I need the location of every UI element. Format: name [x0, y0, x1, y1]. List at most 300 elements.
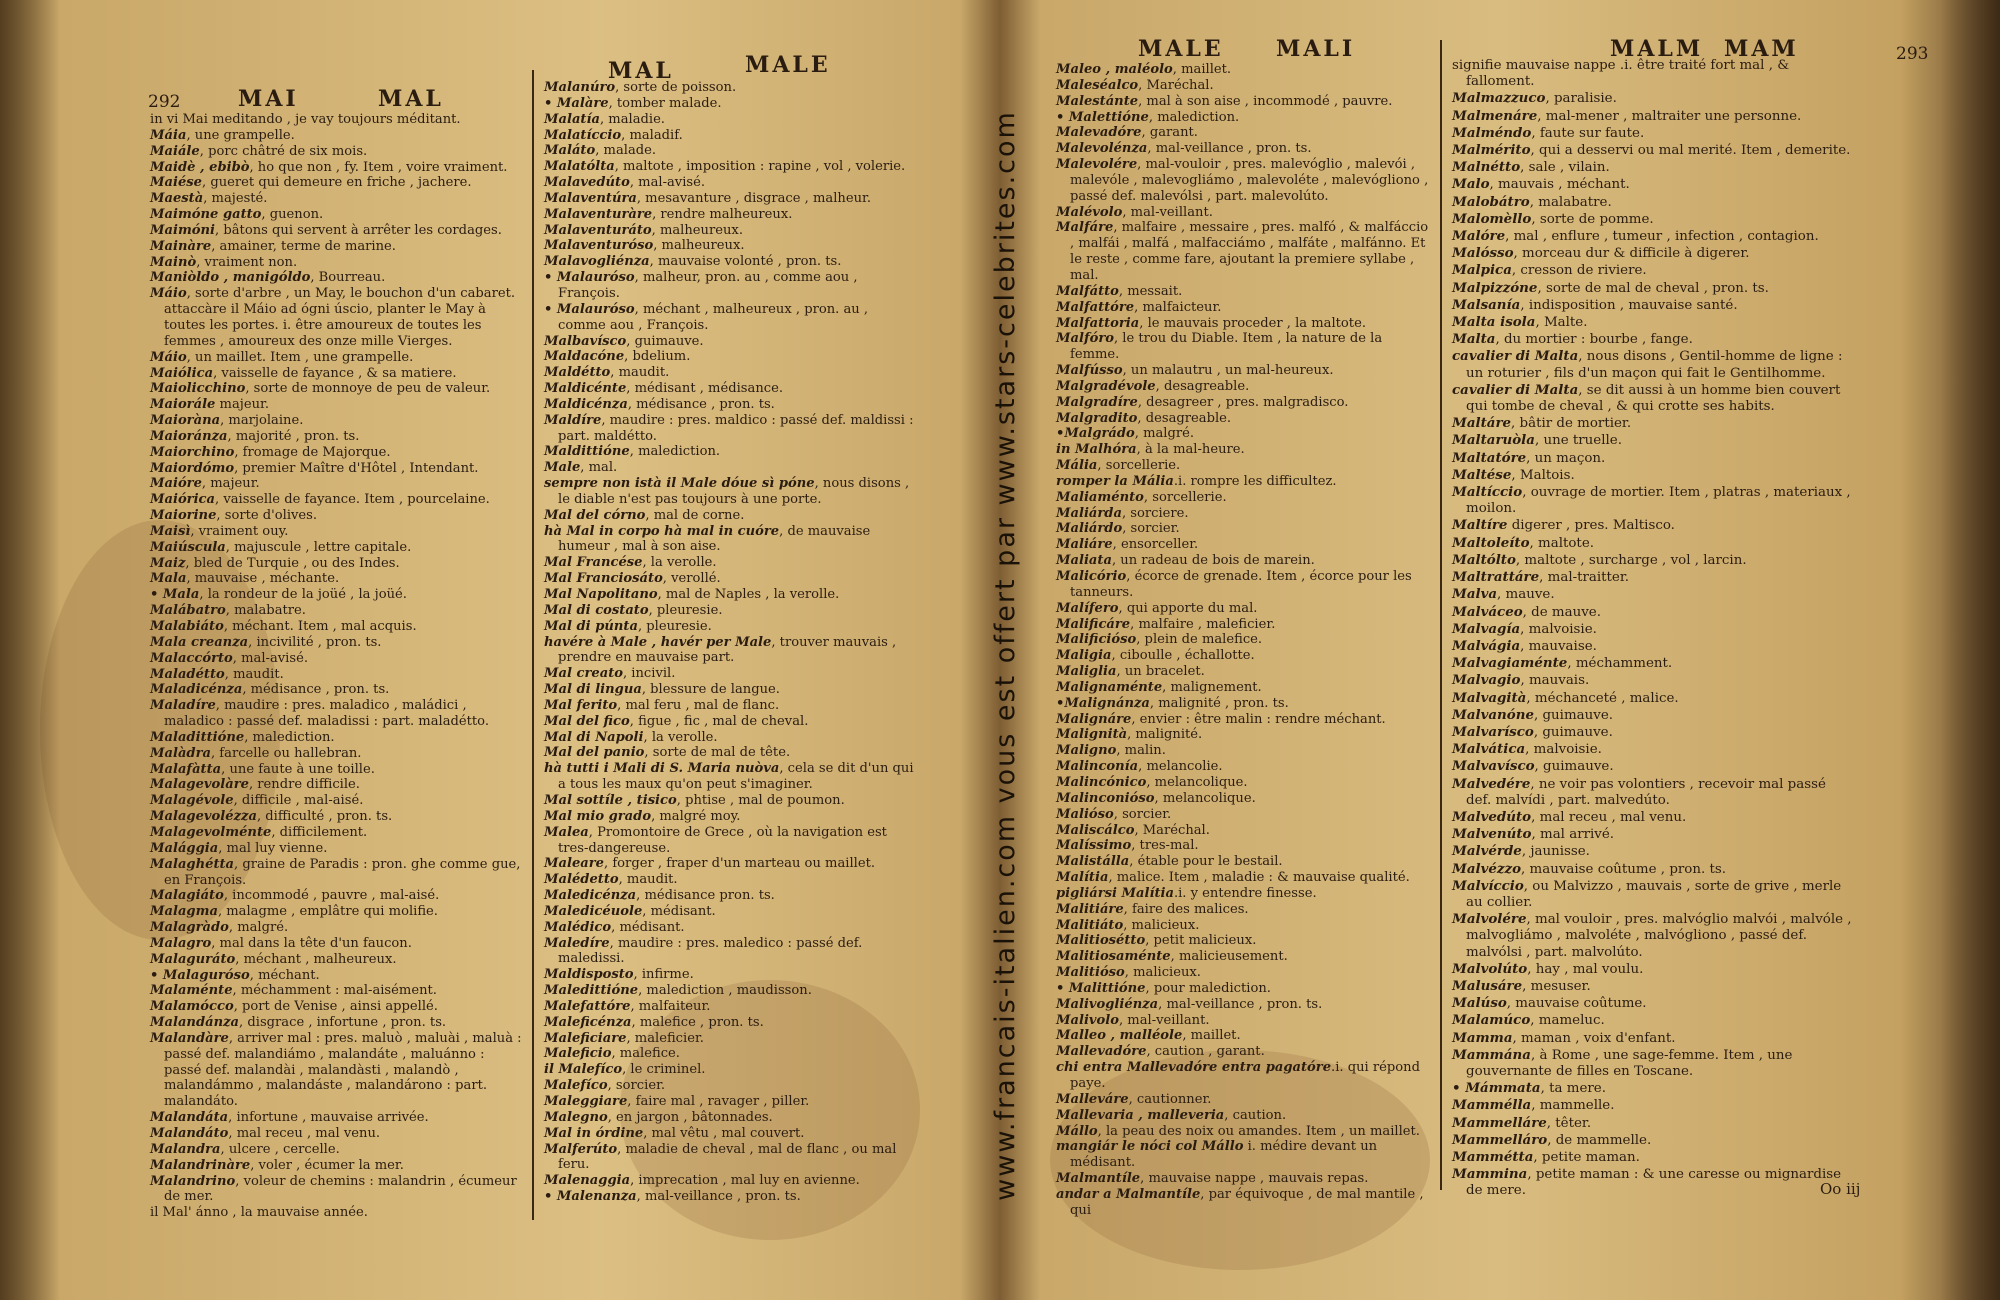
- headword: Maledíre: [544, 935, 610, 951]
- headword: Malleo , malléole: [1056, 1028, 1183, 1044]
- definition: , le trou du Diable. Item , la nature de la femme.: [1070, 331, 1383, 363]
- dictionary-entry: [1056, 870, 1432, 886]
- definition: , majorité , pron. ts.: [227, 428, 360, 444]
- headword: Malevolénza: [1056, 141, 1148, 157]
- headword: Maiordómo: [150, 460, 235, 476]
- headword: Malmérito: [1452, 142, 1531, 159]
- dictionary-entry: [544, 1189, 916, 1205]
- definition: , méchant.: [249, 967, 320, 983]
- definition: , hay , mal voulu.: [1527, 961, 1644, 977]
- definition: , la rondeur de la joüé , la joüé.: [199, 587, 407, 603]
- headword: pigliársi Malítia: [1056, 885, 1174, 901]
- dictionary-entry: [150, 540, 522, 556]
- definition: , difficulté , pron. ts.: [256, 809, 393, 825]
- headword: Malpica: [1452, 262, 1512, 279]
- dictionary-entry: [544, 587, 916, 603]
- headword: Maiése: [150, 175, 202, 191]
- dictionary-entry: [1056, 918, 1432, 934]
- dictionary-entry: [1056, 1187, 1432, 1219]
- headword: Malváceo: [1452, 603, 1523, 620]
- dictionary-entry: [544, 80, 916, 96]
- definition: , petite maman : & une caresse ou mignardise de mere.: [1466, 1167, 1842, 1199]
- definition: , sorte de poisson.: [615, 80, 737, 95]
- dictionary-entry: [150, 999, 522, 1015]
- definition: , rendre malheureux.: [652, 206, 793, 222]
- definition: , bled de Turquie , ou des Indes.: [185, 555, 400, 571]
- headword: Malomèllo: [1452, 210, 1532, 227]
- definition: , sorcellerie.: [1097, 458, 1181, 474]
- definition: , malheureux.: [653, 238, 745, 254]
- dictionary-entry: [544, 793, 916, 809]
- headword: Malandánza: [150, 1015, 240, 1031]
- definition: , malabatre.: [225, 603, 306, 619]
- headword: Malévolo: [1056, 204, 1123, 220]
- headword: Maliata: [1056, 553, 1112, 569]
- definition: , maltote , surcharge , vol , larcin.: [1515, 552, 1747, 568]
- dictionary-entry: [1056, 1139, 1432, 1171]
- definition: , maudit.: [618, 872, 678, 888]
- headword: Malósso: [1452, 245, 1514, 262]
- definition: , malagme , emplâtre qui molifie.: [217, 904, 438, 920]
- running-header-left: MALE: [1138, 36, 1224, 62]
- headword: Maltése: [1452, 466, 1512, 483]
- headword: Maisì: [150, 523, 191, 539]
- dictionary-entry: [544, 302, 916, 334]
- dictionary-entry: [150, 1205, 522, 1221]
- headword: • Malettióne: [1056, 109, 1149, 125]
- definition: , incivil.: [622, 666, 676, 682]
- dictionary-entry: [1452, 280, 1852, 297]
- headword: Malevadóre: [1056, 125, 1142, 141]
- dictionary-entry: [1452, 776, 1852, 809]
- headword: Malobátro: [1452, 193, 1530, 210]
- definition: , caution.: [1224, 1107, 1287, 1123]
- headword: Mal Franciosáto: [544, 571, 663, 587]
- definition: , la verolle.: [642, 555, 717, 571]
- definition: , mal de corne.: [645, 507, 745, 523]
- headword: Mammina: [1452, 1166, 1528, 1183]
- headword: Maidè , ebibò: [150, 159, 250, 175]
- dictionary-entry: [544, 238, 916, 254]
- definition: , le mauvais proceder , la maltote.: [1139, 315, 1366, 331]
- headword: Malatólta: [544, 159, 615, 175]
- dictionary-entry: [1452, 262, 1852, 279]
- headword: Malagiáto: [150, 888, 224, 904]
- headword: Malabiáto: [150, 619, 224, 634]
- definition: , sorte de pomme.: [1531, 211, 1654, 227]
- headword: Maleo , maléolo: [1056, 62, 1173, 77]
- headword: Malificáre: [1056, 616, 1131, 632]
- definition: , malicieusement.: [1170, 949, 1288, 965]
- definition: , un malautru , un mal-heureux.: [1122, 363, 1334, 379]
- definition: , difficile , mal-aisé.: [233, 793, 364, 809]
- headword: Maiolicchino: [150, 381, 246, 397]
- headword: Malignáre: [1056, 711, 1132, 727]
- headword: Mal mio grado: [544, 808, 652, 824]
- headword: Malandrino: [150, 1173, 236, 1189]
- definition: , mal vêtu , mal couvert.: [643, 1125, 805, 1141]
- definition: , mal , enflure , tumeur , infection , contagion.: [1505, 229, 1819, 245]
- definition: , melancolie.: [1138, 759, 1223, 775]
- headword: Maltíre: [1452, 517, 1508, 534]
- definition: , Bourreau.: [310, 270, 386, 286]
- dictionary-entry: [1452, 690, 1852, 707]
- definition: , malfaicteur.: [1134, 299, 1222, 315]
- dictionary-entry: [150, 762, 522, 778]
- dictionary-entry: [1056, 316, 1432, 332]
- dictionary-entry: [150, 1126, 522, 1142]
- definition: , majeur.: [201, 476, 260, 492]
- definition: , médisance , pron. ts.: [242, 682, 390, 698]
- headword: Malefíco: [544, 1078, 608, 1094]
- headword: Maleficénza: [544, 1014, 632, 1030]
- column-rule: [1440, 40, 1442, 1190]
- definition: , sorte de mal de cheval , pron. ts.: [1537, 280, 1769, 296]
- definition: , mauvais.: [1520, 673, 1590, 689]
- dictionary-entry: [544, 112, 916, 128]
- dictionary-entry: [1452, 741, 1852, 758]
- definition: , jaunisse.: [1521, 844, 1590, 860]
- definition: , malfaire , messaire , pres. malfó , & malfáccio , malfái , malfá , malfacciámo , malfáte , malfánno. Et le reste , comme fare, ajoutant la premiere syllabe , mal.: [1070, 220, 1429, 283]
- headword: hà tutti i Mali di S. Maria nuòva: [544, 761, 780, 777]
- definition: , malicieux.: [1124, 965, 1201, 981]
- headword: Malestánte: [1056, 93, 1139, 109]
- definition: , Maltois.: [1511, 467, 1575, 483]
- headword: Máia: [150, 127, 187, 143]
- headword: Maimóne gatto: [150, 207, 262, 223]
- headword: Mal del córno: [544, 507, 646, 523]
- headword: Maldacóne: [544, 349, 625, 365]
- dictionary-entry: [150, 904, 522, 920]
- headword: •Malignánza: [1056, 695, 1150, 711]
- dictionary-entry: [150, 350, 522, 366]
- dictionary-entry: [1452, 569, 1852, 586]
- headword: Malbavísco: [544, 333, 627, 349]
- dictionary-entry: [1056, 141, 1432, 157]
- headword: Malamúco: [1452, 1012, 1531, 1029]
- headword: Malvedére: [1452, 775, 1531, 792]
- definition: , mameluc.: [1530, 1013, 1605, 1029]
- headword: Maiórica: [150, 492, 216, 508]
- dictionary-entry: [1056, 1108, 1432, 1124]
- headword: Mallevaria , malleveria: [1056, 1107, 1225, 1123]
- dictionary-entry: [1452, 517, 1852, 534]
- definition: , nous disons , Gentil-homme de ligne : un roturier , fils d'un maçon qui fait le Gentilhomme.: [1466, 349, 1843, 381]
- dictionary-entry: [150, 524, 522, 540]
- headword: Maliárdo: [1056, 521, 1123, 537]
- dictionary-entry: [544, 888, 916, 904]
- dictionary-entry: [1056, 886, 1432, 902]
- definition: , malfaire , maleficier.: [1130, 616, 1276, 632]
- dictionary-entry: [544, 524, 916, 556]
- headword: Maiorchino: [150, 444, 235, 460]
- definition: , malgré moy.: [651, 808, 741, 824]
- definition: , figue , fic , mal de cheval.: [629, 713, 809, 729]
- headword: Malfóro: [1056, 331, 1114, 347]
- headword: Maiorine: [150, 508, 217, 524]
- dictionary-entry: [544, 444, 916, 460]
- dictionary-entry: [1452, 484, 1852, 517]
- headword: Malamócco: [150, 999, 234, 1015]
- definition: , majesté.: [203, 191, 268, 207]
- dictionary-entry: [1452, 1115, 1852, 1132]
- definition: , malgré.: [1134, 426, 1195, 442]
- definition: , maltote.: [1529, 535, 1594, 551]
- definition: , mal-veillant.: [1118, 1012, 1210, 1028]
- headword: Malvanóne: [1452, 706, 1534, 723]
- headword: Malagevolàre: [150, 777, 249, 793]
- headword: sempre non istà il Male dóue sì póne: [544, 476, 815, 492]
- dictionary-entry: [1452, 245, 1852, 262]
- headword: Malo: [1452, 176, 1490, 193]
- definition: , mauvaise volonté , pron. ts.: [649, 254, 842, 270]
- dictionary-entry: [1452, 911, 1852, 961]
- dictionary-entry: [150, 983, 522, 999]
- definition: i. médire devant un médisant.: [1070, 1139, 1378, 1171]
- dictionary-entry: [544, 856, 916, 872]
- headword: Malmazzuco: [1452, 90, 1546, 107]
- definition: , pleuresie.: [648, 602, 723, 618]
- headword: Malta isola: [1452, 314, 1536, 331]
- definition: , majuscule , lettre capitale.: [225, 539, 412, 555]
- definition: , faire mal , ravager , piller.: [627, 1094, 810, 1109]
- dictionary-entry: [1452, 1030, 1852, 1047]
- definition: , morceau dur & difficile à digerer.: [1513, 246, 1750, 262]
- headword: Maledicéuole: [544, 903, 643, 919]
- definition: , ulcere , cercelle.: [220, 1141, 340, 1157]
- definition: , ensorceller.: [1112, 537, 1199, 553]
- dictionary-entry: [1056, 617, 1432, 633]
- dictionary-entry: [544, 619, 916, 635]
- dictionary-entry: [1452, 314, 1852, 331]
- dictionary-entry: [544, 365, 916, 381]
- headword: Malenaggia: [544, 1173, 631, 1189]
- definition: , malefice , pron. ts.: [631, 1014, 764, 1030]
- dictionary-entry: [544, 1031, 916, 1047]
- headword: chi entra Mallevadóre entra pagatóre: [1056, 1060, 1332, 1076]
- headword: cavalier di Malta: [1452, 381, 1579, 398]
- headword: Malisсálco: [1056, 822, 1135, 838]
- dictionary-column-3: [1056, 62, 1432, 1219]
- headword: Malandàre: [150, 1030, 229, 1046]
- dictionary-entry: [150, 793, 522, 809]
- definition: , mauvaise coûtume , pron. ts.: [1521, 861, 1726, 877]
- dictionary-entry: [1452, 861, 1852, 878]
- definition: , mal luy vienne.: [218, 840, 328, 856]
- headword: Maleggiare: [544, 1094, 628, 1109]
- definition: , à Rome , une sage-femme. Item , une gouvernante de filles en Toscane.: [1466, 1047, 1793, 1079]
- definition: , maillet.: [1172, 62, 1232, 77]
- headword: Malatía: [544, 111, 600, 127]
- headword: Mal sottíle , tisico: [544, 792, 677, 808]
- definition: , médisance , pron. ts.: [627, 396, 775, 412]
- dictionary-entry: [544, 635, 916, 667]
- headword: Maliglia: [1056, 664, 1117, 680]
- headword: Malandra: [150, 1141, 221, 1157]
- headword: Maláto: [544, 143, 596, 159]
- headword: Malferúto: [544, 1141, 618, 1157]
- dictionary-entry: [544, 159, 916, 175]
- headword: Malva: [1452, 586, 1498, 603]
- headword: Malvedúto: [1452, 808, 1532, 825]
- definition: , vraiment ouy.: [190, 523, 289, 539]
- definition: , méchamment.: [1567, 656, 1673, 672]
- headword: Maldicénza: [544, 396, 628, 412]
- dictionary-entry: [1056, 110, 1432, 126]
- headword: Maladittióne: [150, 729, 245, 745]
- headword: Malfáre: [1056, 220, 1114, 236]
- dictionary-entry: [1056, 1028, 1432, 1044]
- headword: Malvagità: [1452, 689, 1527, 706]
- definition: , une faute à une toille.: [221, 761, 375, 777]
- definition: , par équivoque , de mal mantile , qui: [1070, 1186, 1424, 1218]
- definition: , guimauve.: [1533, 724, 1613, 740]
- definition: , malignité.: [1127, 727, 1203, 743]
- definition: , malheureux.: [651, 222, 743, 238]
- dictionary-entry: [150, 366, 522, 382]
- running-header-right: MALI: [1276, 36, 1356, 62]
- headword: Malitiáre: [1056, 901, 1124, 917]
- headword: Máio: [150, 349, 187, 365]
- headword: Malúso: [1452, 995, 1507, 1012]
- definition: , petite maman.: [1533, 1150, 1640, 1165]
- dictionary-entry: [1452, 194, 1852, 211]
- headword: Malandáto: [150, 1126, 229, 1141]
- definition: , maudire : pres. maledico : passé def. maledissi.: [558, 935, 863, 967]
- headword: Malíssimo: [1056, 838, 1132, 854]
- headword: Malvolére: [1452, 911, 1527, 928]
- definition: , faire des malices.: [1123, 901, 1249, 917]
- running-header-left: MAI: [238, 86, 299, 112]
- definition: , malgré.: [228, 920, 289, 936]
- dictionary-entry: [150, 777, 522, 793]
- dictionary-entry: [1452, 843, 1852, 860]
- dictionary-entry: [544, 983, 916, 999]
- definition: , sorcellerie.: [1143, 489, 1227, 505]
- dictionary-entry: [1452, 535, 1852, 552]
- dictionary-entry: [544, 413, 916, 445]
- definition: , mal-veillant.: [1122, 204, 1213, 220]
- dictionary-entry: [1452, 331, 1852, 348]
- definition: , farcelle ou hallebran.: [210, 745, 362, 761]
- definition: , incivilité , pron. ts.: [248, 634, 382, 650]
- definition: , malediction.: [1148, 109, 1240, 125]
- headword: Malvática: [1452, 741, 1526, 758]
- headword: Maldétto: [544, 365, 611, 381]
- headword: Malicório: [1056, 569, 1127, 584]
- headword: Malavogliénza: [544, 254, 650, 270]
- dictionary-entry: [544, 254, 916, 270]
- dictionary-entry: [1452, 655, 1852, 672]
- dictionary-entry: [1452, 1149, 1852, 1166]
- headword: Maladétto: [150, 666, 225, 682]
- headword: Mal Napolitano: [544, 587, 658, 602]
- definition: , gueret qui demeure en friche , jachere.: [202, 175, 472, 191]
- definition: , ciboulle , échallotte.: [1111, 648, 1255, 664]
- definition: , ouvrage de mortier. Item , platras , materiaux , moilon.: [1466, 485, 1851, 517]
- dictionary-entry: [150, 144, 522, 160]
- headword: Malivogliénza: [1056, 996, 1159, 1012]
- definition: , infortune , mauvaise arrivée.: [228, 1110, 429, 1126]
- dictionary-entry: [150, 239, 522, 255]
- dictionary-entry: [1056, 537, 1432, 553]
- headword: Malitiosétto: [1056, 933, 1146, 949]
- dictionary-entry: [1056, 601, 1432, 617]
- headword: Malvíccio: [1452, 877, 1524, 894]
- dictionary-entry: [1452, 878, 1852, 911]
- definition: , maman , voix d'enfant.: [1512, 1030, 1676, 1046]
- headword: mangiár le nóci col Mállo: [1056, 1139, 1244, 1155]
- definition: , voler , écumer la mer.: [250, 1157, 404, 1173]
- headword: • Mámmata: [1452, 1080, 1541, 1097]
- headword: Malinconióso: [1056, 790, 1155, 806]
- dictionary-entry: [1056, 648, 1432, 664]
- dictionary-entry: [1056, 521, 1432, 537]
- definition: , sorte de monnoye de peu de valeur.: [245, 381, 491, 397]
- headword: Malméndo: [1452, 124, 1532, 141]
- headword: Maestà: [150, 191, 204, 207]
- definition: , malediction.: [629, 444, 721, 460]
- dictionary-entry: [1056, 205, 1432, 221]
- definition: , la peau des noix ou amandes. Item , un maillet.: [1097, 1123, 1420, 1139]
- dictionary-entry: [544, 1015, 916, 1031]
- headword: Malgradito: [1056, 410, 1138, 426]
- definition: , sorte d'olives.: [216, 508, 318, 524]
- definition: , infirme.: [633, 967, 694, 983]
- definition: , malicieux.: [1123, 917, 1200, 933]
- definition: , imprecation , mal luy en avienne.: [630, 1173, 860, 1189]
- dictionary-entry: [544, 904, 916, 920]
- headword: andar a Malmantíle: [1056, 1186, 1201, 1202]
- dictionary-entry: [544, 1173, 916, 1189]
- dictionary-entry: [1452, 638, 1852, 655]
- dictionary-entry: [1452, 176, 1852, 193]
- dictionary-entry: [1056, 94, 1432, 110]
- dictionary-entry: [1056, 712, 1432, 728]
- dictionary-entry: [1452, 415, 1852, 432]
- headword: Malaventuràre: [544, 206, 653, 222]
- definition: , méchant. Item , mal acquis.: [223, 619, 417, 634]
- dictionary-entry: [1056, 62, 1432, 78]
- dictionary-entry: [1056, 775, 1432, 791]
- headword: Malmenáre: [1452, 107, 1538, 124]
- dictionary-entry: [150, 191, 522, 207]
- headword: Maltrattáre: [1452, 569, 1540, 586]
- dictionary-column-2: [544, 80, 916, 1205]
- definition: , Maréchal.: [1134, 822, 1210, 838]
- dictionary-entry: [1056, 981, 1432, 997]
- headword: Mallevadóre: [1056, 1044, 1147, 1060]
- headword: Mal in órdine: [544, 1125, 644, 1141]
- definition: , se dit aussi à un homme bien couvert qui tombe de cheval , & qui crotte ses habits.: [1466, 382, 1841, 415]
- dictionary-entry: [150, 682, 522, 698]
- definition: , malignement.: [1162, 679, 1262, 695]
- definition: , cresson de riviere.: [1511, 263, 1647, 279]
- dictionary-entry: [1452, 159, 1852, 176]
- definition: , Malte.: [1535, 315, 1588, 331]
- headword: Mala creanza: [150, 634, 249, 650]
- definition: il Mal' ánno , la mauvaise année.: [150, 1205, 368, 1221]
- headword: cavalier di Malta: [1452, 348, 1579, 365]
- dictionary-entry: [544, 682, 916, 698]
- headword: Malafàtta: [150, 761, 222, 777]
- page-number: 292: [148, 92, 181, 112]
- dictionary-entry: [544, 1062, 916, 1078]
- dictionary-entry: [150, 1110, 522, 1126]
- dictionary-entry: [1452, 1132, 1852, 1149]
- headword: Mal creato: [544, 666, 623, 682]
- definition: , malefice.: [611, 1046, 680, 1062]
